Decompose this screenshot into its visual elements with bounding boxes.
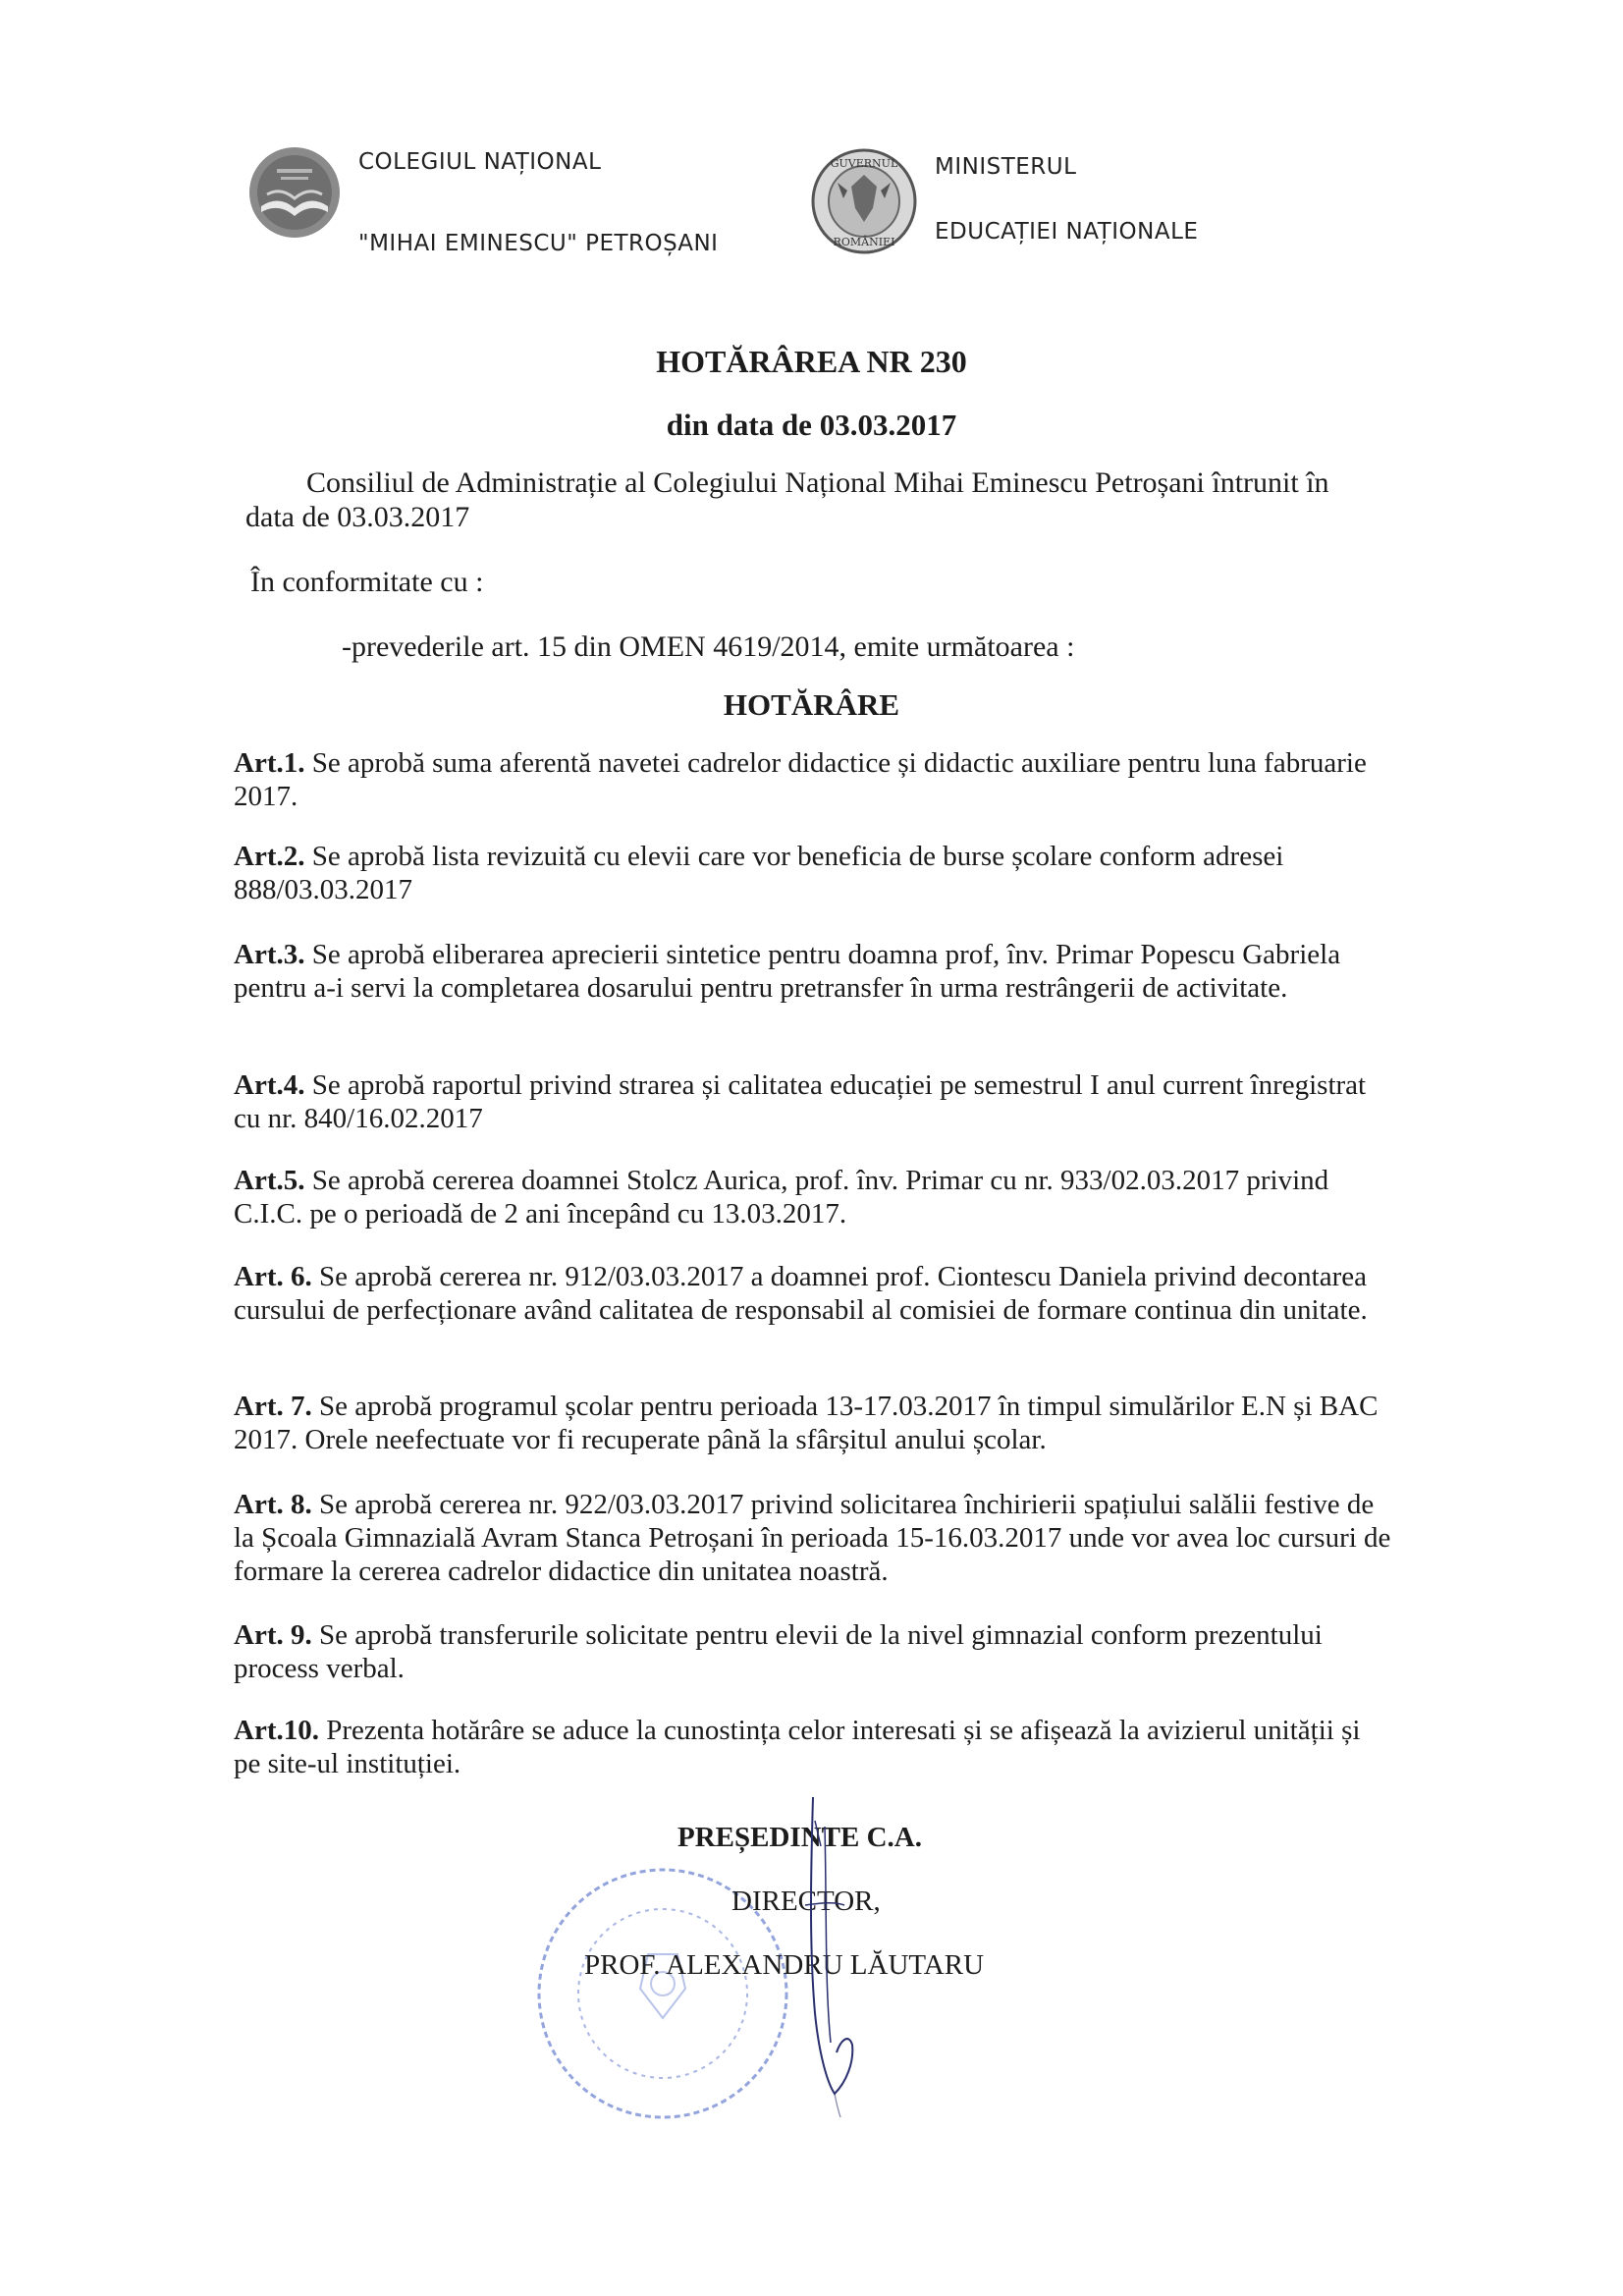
- article-2: [234, 840, 1392, 906]
- article-label: Art.3.: [234, 939, 305, 970]
- article-8: [234, 1488, 1392, 1588]
- article-3: [234, 938, 1392, 1005]
- decision-title: HOTĂRÂREA NR 230: [656, 344, 967, 379]
- seal-text-top: GUVERNUL: [830, 157, 898, 170]
- handwritten-signature: [776, 1787, 893, 2121]
- article-label: Art. 7.: [234, 1391, 312, 1422]
- article-label: Art. 8.: [234, 1489, 312, 1520]
- article-label: Art.1.: [234, 747, 305, 779]
- signature-role-director: DIRECTOR,: [731, 1886, 881, 1917]
- article-text: Prezenta hotărâre se aduce la cunostința celor interesati și se afișează la avizierul unității și pe site-ul instituției.: [234, 1715, 1361, 1779]
- article-text: Se aprobă cererea nr. 922/03.03.2017 privind solicitarea închirierii spațiului salălii festive de la Școala Gimnazială Avram Stanca Petroșani în perioada 15-16.03.2017 unde vor avea loc cursuri de formare la cererea cadrelor didactice din unitatea noastră.: [234, 1489, 1391, 1587]
- article-text: Se aprobă eliberarea aprecierii sintetice pentru doamna prof, înv. Primar Popescu Gabriela pentru a-i servi la completarea dosarului pentru pretransfer în urma restrângerii de activitate.: [234, 939, 1341, 1004]
- conform-line: În conformitate cu :: [250, 566, 484, 598]
- article-text: Se aprobă raportul privind strarea și calitatea educației pe semestrul I anul current înregistrat cu nr. 840/16.02.2017: [234, 1069, 1367, 1134]
- intro-line2: data de 03.03.2017: [245, 501, 470, 533]
- article-4: [234, 1068, 1392, 1135]
- article-text: Se aprobă lista revizuită cu elevii care vor beneficia de burse școlare conform adresei 888/03.03.2017: [234, 841, 1284, 905]
- section-heading: HOTĂRÂRE: [723, 687, 900, 722]
- school-logo: [247, 145, 342, 240]
- ministry-name-line1: MINISTERUL: [935, 154, 1077, 180]
- seal-text-bottom: ROMÂNIEI: [833, 236, 895, 248]
- school-name-line1: COLEGIUL NAȚIONAL: [358, 149, 602, 175]
- article-6: [234, 1260, 1392, 1327]
- article-label: Art.2.: [234, 841, 305, 872]
- provision-line: -prevederile art. 15 din OMEN 4619/2014, emite următoarea :: [342, 630, 1075, 663]
- article-1: [234, 746, 1392, 813]
- article-text: Se aprobă transferurile solicitate pentru elevii de la nivel gimnazial conform prezentului process verbal.: [234, 1619, 1323, 1684]
- article-7: [234, 1390, 1392, 1456]
- decision-date: din data de 03.03.2017: [666, 408, 957, 442]
- article-5: [234, 1164, 1392, 1230]
- government-seal: [810, 147, 918, 255]
- article-label: Art. 9.: [234, 1619, 312, 1651]
- article-label: Art.5.: [234, 1165, 305, 1196]
- signature-role-president: PREȘEDINTE C.A.: [677, 1822, 922, 1853]
- article-label: Art. 6.: [234, 1261, 312, 1292]
- article-text: Se aprobă suma aferentă navetei cadrelor didactice și didactic auxiliare pentru luna fabruarie 2017.: [234, 747, 1367, 812]
- article-text: Se aprobă programul școlar pentru perioada 13-17.03.2017 în timpul simulărilor E.N și BAC 2017. Orele neefectuate vor fi recuperate până la sfârșitul anului școlar.: [234, 1391, 1379, 1455]
- article-label: Art.10.: [234, 1715, 319, 1746]
- article-text: Se aprobă cererea nr. 912/03.03.2017 a doamnei prof. Ciontescu Daniela privind decontarea cursului de perfecționare având calitatea de responsabil al comisiei de formare continua din unitate.: [234, 1261, 1368, 1326]
- article-text: Se aprobă cererea doamnei Stolcz Aurica, prof. înv. Primar cu nr. 933/02.03.2017 privind C.I.C. pe o perioadă de 2 ani începând cu 13.03.2017.: [234, 1165, 1329, 1230]
- school-name-line2: "MIHAI EMINESCU" PETROȘANI: [358, 231, 719, 256]
- intro-line1: Consiliul de Administrație al Colegiului Național Mihai Eminescu Petroșani întrunit în: [306, 466, 1329, 499]
- article-10: [234, 1714, 1392, 1780]
- article-label: Art.4.: [234, 1069, 305, 1101]
- signature-name: PROF. ALEXANDRU LĂUTARU: [584, 1949, 985, 1981]
- ministry-name-line2: EDUCAȚIEI NAȚIONALE: [935, 219, 1199, 245]
- article-9: [234, 1618, 1392, 1685]
